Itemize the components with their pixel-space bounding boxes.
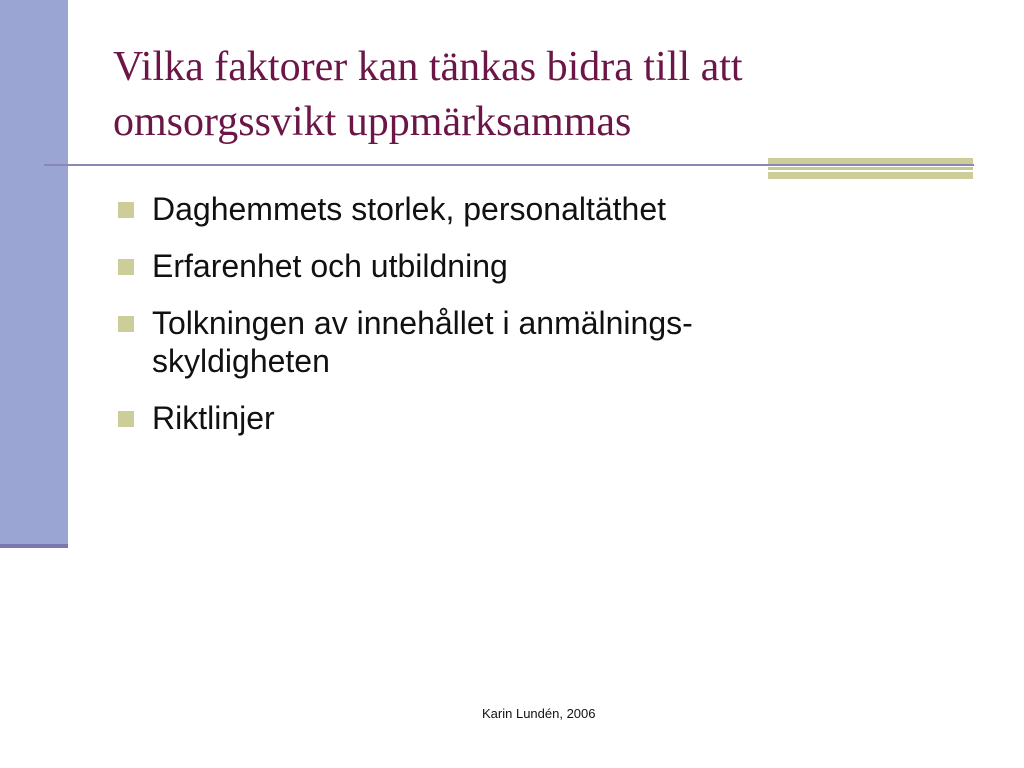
slide-title-line-2: omsorgssvikt uppmärksammas bbox=[113, 99, 632, 145]
bullet-item bbox=[116, 304, 846, 380]
bullet-item bbox=[116, 247, 846, 285]
square-bullet-icon bbox=[118, 202, 134, 218]
accent-stripe bbox=[768, 167, 973, 170]
bullet-text: Daghemmets storlek, personaltäthet bbox=[152, 191, 667, 227]
slide-footer: Karin Lundén, 2006 bbox=[482, 706, 596, 721]
accent-stripe bbox=[768, 172, 973, 179]
bullet-text: Tolkningen av innehållet i anmälnings- bbox=[152, 305, 693, 341]
accent-stripe bbox=[768, 158, 973, 164]
bullet-list bbox=[116, 190, 846, 456]
bullet-item bbox=[116, 190, 846, 228]
bullet-item bbox=[116, 399, 846, 437]
bullet-text-continuation: skyldigheten bbox=[152, 343, 330, 379]
accent-stripes bbox=[768, 158, 973, 179]
left-decorative-bar bbox=[0, 0, 68, 548]
bullet-text: Riktlinjer bbox=[152, 400, 275, 436]
slide-title bbox=[113, 40, 973, 150]
slide-title-line-1: Vilka faktorer kan tänkas bidra till att bbox=[113, 44, 743, 90]
square-bullet-icon bbox=[118, 411, 134, 427]
square-bullet-icon bbox=[118, 259, 134, 275]
square-bullet-icon bbox=[118, 316, 134, 332]
bullet-text: Erfarenhet och utbildning bbox=[152, 248, 508, 284]
left-bar-bottom-edge bbox=[0, 544, 68, 548]
